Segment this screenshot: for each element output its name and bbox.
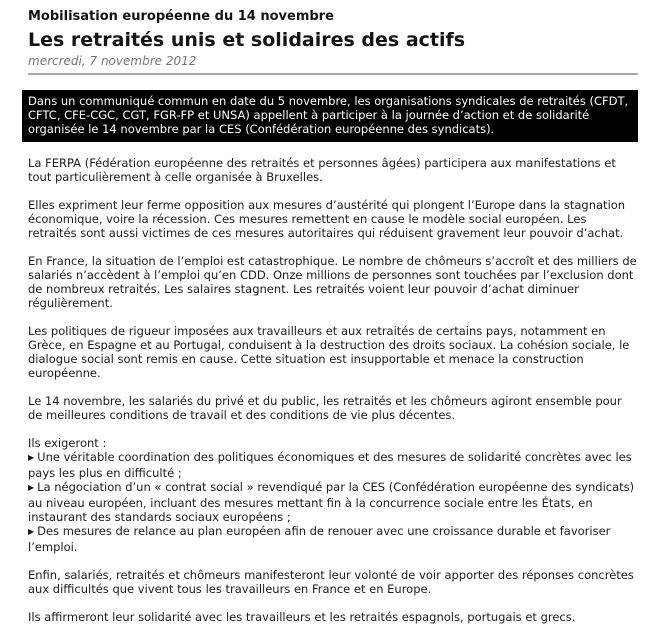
intro-highlight-box: Dans un communiqué commun en date du 5 novembre, les organisations syndicales de retraités (CFDT, CFTC, CFE-CGC, CGT, FGR-FP et UNSA) appellent à participer à la journée d’action et de solidarité organisée le 14 novembre par la CES (Confédération européenne des syndicats). bbox=[22, 90, 638, 142]
article-paragraph: En France, la situation de l’emploi est catastrophique. Le nombre de chômeurs s’accroît et des milliers de salariés n’accèdent à l’emploi qu’en CDD. Onze millions de personnes sont touchées par l’exclusion dont de nombreux retraités. Les salaires stagnent. Les retraités voient leur pouvoir d’achat diminuer régulièrement. bbox=[28, 254, 637, 310]
article-date: mercredi, 7 novembre 2012 bbox=[28, 54, 197, 68]
article-paragraph: La FERPA (Fédération européenne des retraités et personnes âgées) participera aux manifestations et tout particulièrement à celle organisée à Bruxelles. bbox=[28, 156, 616, 184]
list-item-text: Des mesures de relance au plan européen afin de renouer avec une croissance durable et favoriser l’emploi. bbox=[28, 524, 611, 554]
article-paragraph: Ils affirmeront leur solidarité avec les travailleurs et les retraités espagnols, portugais et grecs. bbox=[28, 610, 576, 624]
article-paragraph: Enfin, salariés, retraités et chômeurs manifesteront leur volonté de voir apporter des réponses concrètes aux difficultés que vivent tous les travailleurs en France et en Europe. bbox=[28, 568, 634, 596]
list-item bbox=[28, 524, 638, 554]
triangle-bullet-icon: ▶ bbox=[28, 453, 35, 462]
list-item bbox=[28, 450, 638, 480]
article-paragraph: Les politiques de rigueur imposées aux travailleurs et aux retraités de certains pays, notamment en Grèce, en Espagne et au Portugal, conduisent à la destruction des droits sociaux. La cohésion sociale, le dialogue social sont remis en cause. Cette situation est insupportable et menace la construction européenne. bbox=[28, 324, 630, 380]
list-item bbox=[28, 480, 638, 524]
triangle-bullet-icon: ▶ bbox=[28, 527, 35, 536]
list-item-text: La négociation d’un « contrat social » revendiqué par la CES (Confédération européenne des syndicats) au niveau européen, incluant des mesures mettant fin à la concurrence sociale entre les États, en instaurant des standards sociaux européens ; bbox=[28, 480, 635, 524]
article-paragraph: Le 14 novembre, les salariés du privé et du public, les retraités et les chômeurs agiront ensemble pour de meilleures conditions de travail et des conditions de vie plus décentes. bbox=[28, 394, 622, 422]
article-paragraph: Elles expriment leur ferme opposition aux mesures d’austérité qui plongent l’Europe dans la stagnation économique, voire la récession. Ces mesures remettent en cause le modèle social européen. Les retraités sont aussi victimes de ces mesures autoritaires qui réduisent gravement leur pouvoir d’achat. bbox=[28, 198, 626, 240]
page-title: Les retraités unis et solidaires des actifs bbox=[28, 29, 466, 51]
triangle-bullet-icon: ▶ bbox=[28, 483, 35, 492]
article-header bbox=[28, 8, 638, 75]
list-item-text: Une véritable coordination des politiques économiques et des mesures de solidarité concrètes avec les pays les plus en difficulté ; bbox=[28, 450, 632, 480]
article-supertitle: Mobilisation européenne du 14 novembre bbox=[28, 9, 334, 24]
demands-intro: Ils exigeront : bbox=[28, 436, 107, 450]
demands-section bbox=[28, 436, 638, 554]
